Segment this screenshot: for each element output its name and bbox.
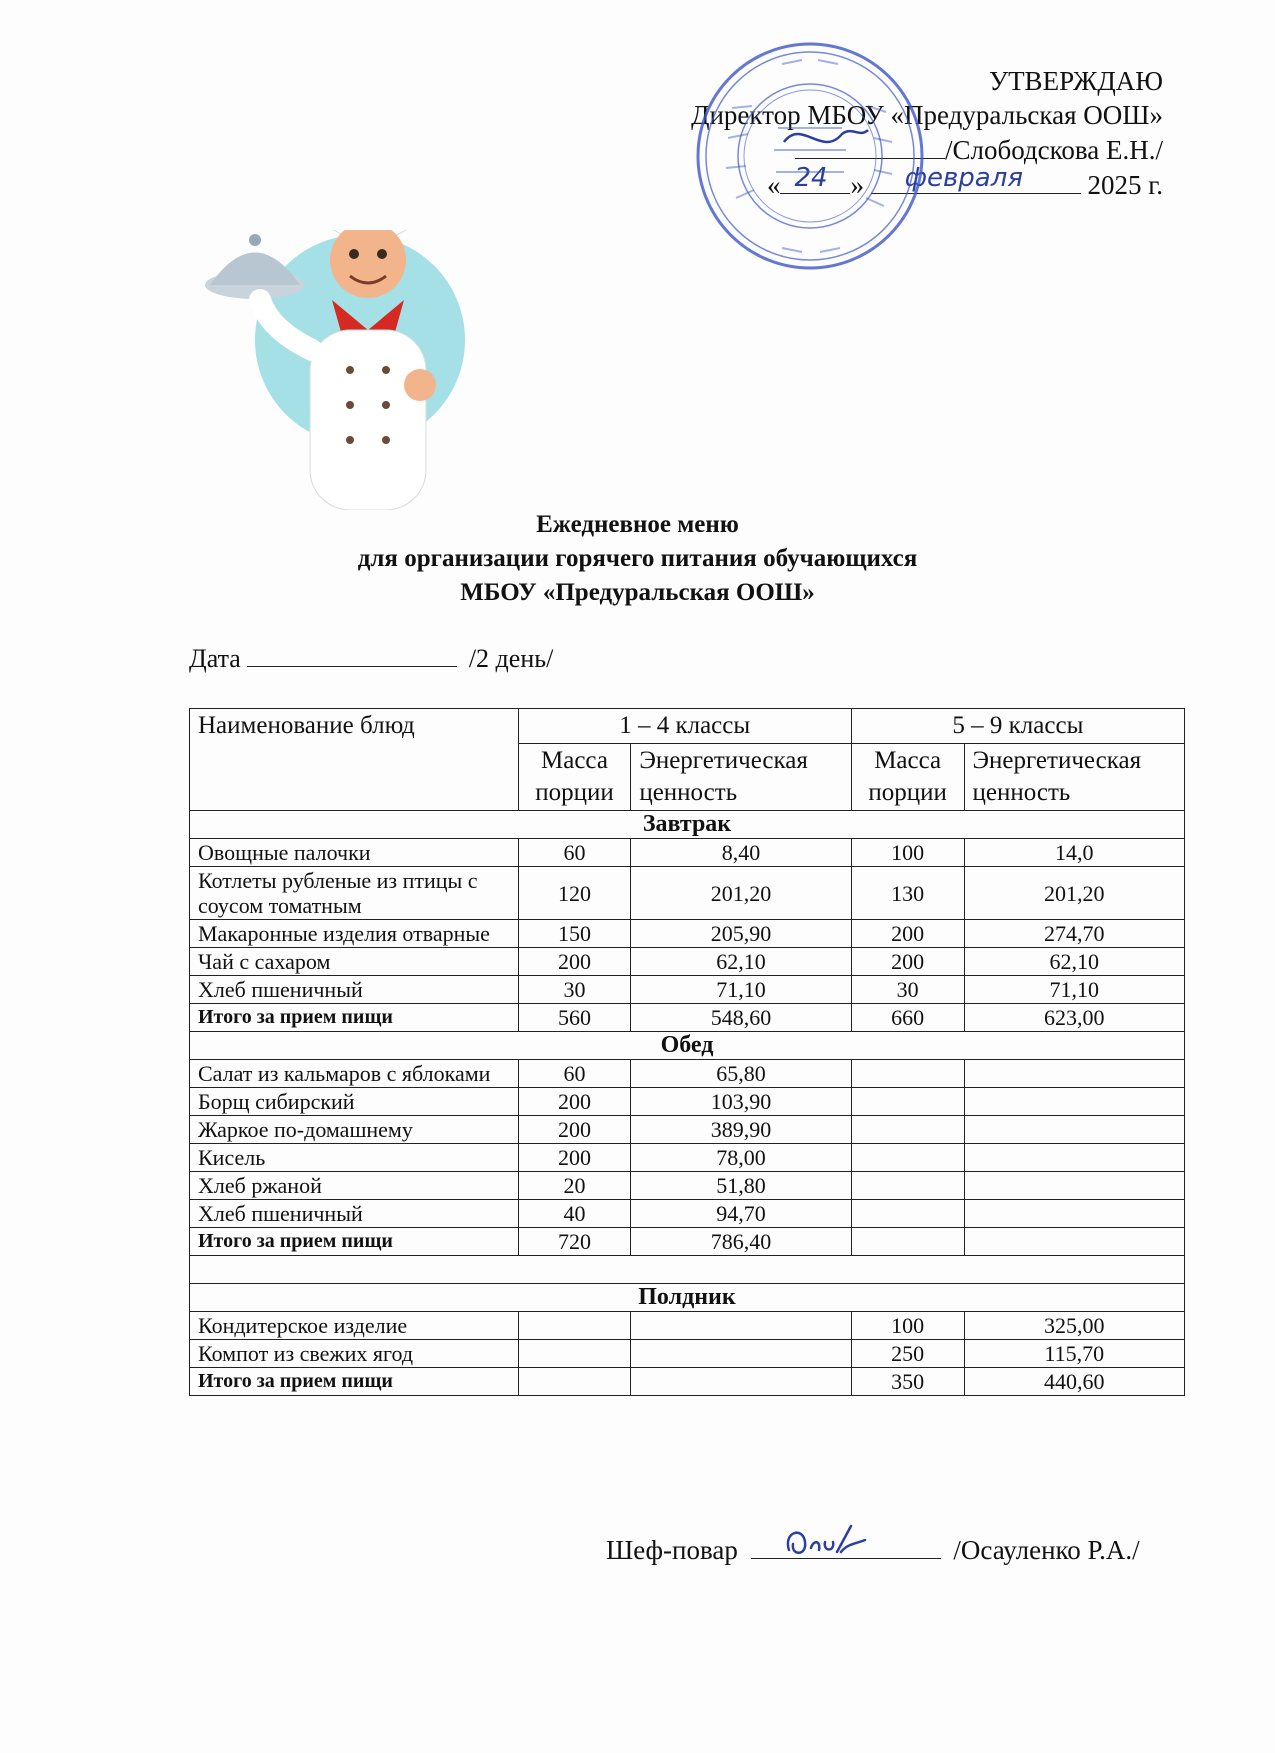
energy-1	[631, 1340, 851, 1368]
dish-name: Овощные палочки	[190, 839, 519, 867]
mass-header-1-line-2: порции	[535, 779, 614, 806]
table-row	[190, 1060, 1185, 1088]
chef-illustration	[200, 230, 500, 510]
total-energy-1	[631, 1368, 851, 1396]
mass-2: 130	[851, 867, 964, 920]
total-energy-2: 623,00	[964, 1004, 1184, 1032]
energy-header-1-line-1: Энергетическая	[639, 747, 808, 774]
table-row	[190, 1340, 1185, 1368]
energy-header-2-line-2: ценность	[972, 779, 1071, 806]
mass-1: 30	[518, 976, 631, 1004]
mass-1	[518, 1312, 631, 1340]
energy-1: 201,20	[631, 867, 851, 920]
section-row-breakfast	[190, 811, 1185, 839]
table-row	[190, 1116, 1185, 1144]
empty-row	[190, 1256, 1185, 1284]
energy-header-2	[964, 744, 1184, 811]
energy-2	[964, 1200, 1184, 1228]
table-row	[190, 1312, 1185, 1340]
energy-2	[964, 1116, 1184, 1144]
group-2-header: 5 – 9 классы	[851, 709, 1184, 744]
title-line-1: Ежедневное меню	[536, 511, 739, 538]
mass-2: 100	[851, 839, 964, 867]
mass-2	[851, 1144, 964, 1172]
total-energy-1: 786,40	[631, 1228, 851, 1256]
table-row	[190, 867, 1185, 920]
mass-1: 60	[518, 839, 631, 867]
date-close-quote: »	[850, 170, 864, 200]
energy-1: 65,80	[631, 1060, 851, 1088]
table-row	[190, 839, 1185, 867]
date-blank	[247, 644, 457, 667]
table-row	[190, 976, 1185, 1004]
section-row-snack	[190, 1284, 1185, 1312]
approval-name: /Слободскова Е.Н./	[944, 135, 1163, 165]
dish-name: Хлеб пшеничный	[190, 1200, 519, 1228]
mass-header-2-line-2: порции	[868, 779, 947, 806]
energy-1	[631, 1312, 851, 1340]
mass-header-1	[518, 744, 631, 811]
signature-role: Шеф-повар	[606, 1535, 738, 1565]
energy-2: 115,70	[964, 1340, 1184, 1368]
mass-header-2	[851, 744, 964, 811]
energy-2: 201,20	[964, 867, 1184, 920]
dish-name: Компот из свежих ягод	[190, 1340, 519, 1368]
mass-2: 100	[851, 1312, 964, 1340]
energy-1: 94,70	[631, 1200, 851, 1228]
title-line-2: для организации горячего питания обучающихся	[357, 545, 918, 572]
energy-2	[964, 1060, 1184, 1088]
section-label-lunch: Обед	[190, 1032, 1185, 1060]
date-line	[189, 644, 553, 674]
title-line-3: МБОУ «Предуральская ООШ»	[460, 579, 815, 606]
mass-1: 150	[518, 920, 631, 948]
energy-2	[964, 1144, 1184, 1172]
total-mass-1: 720	[518, 1228, 631, 1256]
table-header-row	[190, 709, 1185, 744]
energy-2	[964, 1172, 1184, 1200]
total-mass-1: 560	[518, 1004, 631, 1032]
date-day-handwritten: 24	[794, 163, 828, 193]
table-row	[190, 1200, 1185, 1228]
energy-1: 205,90	[631, 920, 851, 948]
section-label-snack: Полдник	[190, 1284, 1185, 1312]
mass-header-2-line-1: Масса	[874, 747, 942, 774]
table-row	[190, 1172, 1185, 1200]
day-label: /2 день/	[468, 644, 554, 673]
total-mass-2: 660	[851, 1004, 964, 1032]
total-label: Итого за прием пищи	[190, 1368, 519, 1396]
total-row-breakfast	[190, 1004, 1185, 1032]
table-row	[190, 920, 1185, 948]
total-energy-1: 548,60	[631, 1004, 851, 1032]
dish-name: Макаронные изделия отварные	[190, 920, 519, 948]
dish-name: Котлеты рубленые из птицы с соусом томатным	[190, 867, 519, 920]
energy-1: 71,10	[631, 976, 851, 1004]
chef-signature-line	[606, 1534, 1140, 1566]
mass-2	[851, 1060, 964, 1088]
energy-1: 78,00	[631, 1144, 851, 1172]
dish-name: Хлеб ржаной	[190, 1172, 519, 1200]
energy-2: 325,00	[964, 1312, 1184, 1340]
table-row	[190, 1144, 1185, 1172]
total-label: Итого за прием пищи	[190, 1004, 519, 1032]
signature-blank	[751, 1534, 941, 1559]
mass-2	[851, 1200, 964, 1228]
official-stamp	[692, 38, 928, 274]
energy-2: 71,10	[964, 976, 1184, 1004]
mass-1	[518, 1340, 631, 1368]
total-mass-1	[518, 1368, 631, 1396]
dish-name: Чай с сахаром	[190, 948, 519, 976]
total-energy-2: 440,60	[964, 1368, 1184, 1396]
energy-1: 8,40	[631, 839, 851, 867]
mass-2	[851, 1088, 964, 1116]
mass-1: 200	[518, 1144, 631, 1172]
approval-title: УТВЕРЖДАЮ	[988, 66, 1163, 96]
mass-2: 200	[851, 920, 964, 948]
energy-2: 14,0	[964, 839, 1184, 867]
date-year: 2025 г.	[1087, 170, 1163, 200]
energy-1: 103,90	[631, 1088, 851, 1116]
empty-cell	[190, 1256, 1185, 1284]
total-mass-2	[851, 1228, 964, 1256]
dish-name: Салат из кальмаров с яблоками	[190, 1060, 519, 1088]
approval-position: Директор МБОУ «Предуральская ООШ»	[691, 100, 1163, 130]
mass-header-1-line-1: Масса	[541, 747, 608, 774]
energy-header-1-line-2: ценность	[639, 779, 738, 806]
mass-1: 200	[518, 1088, 631, 1116]
mass-2: 200	[851, 948, 964, 976]
energy-2: 274,70	[964, 920, 1184, 948]
mass-1: 120	[518, 867, 631, 920]
dish-name: Хлеб пшеничный	[190, 976, 519, 1004]
section-label-breakfast: Завтрак	[190, 811, 1185, 839]
mass-1: 20	[518, 1172, 631, 1200]
dish-name: Жаркое по-домашнему	[190, 1116, 519, 1144]
dish-name: Кисель	[190, 1144, 519, 1172]
col-name-header: Наименование блюд	[190, 709, 519, 811]
total-mass-2: 350	[851, 1368, 964, 1396]
energy-2	[964, 1088, 1184, 1116]
table-row	[190, 948, 1185, 976]
energy-2: 62,10	[964, 948, 1184, 976]
date-open-quote: «	[766, 170, 781, 200]
energy-header-1	[631, 744, 851, 811]
group-1-header: 1 – 4 классы	[518, 709, 851, 744]
date-label: Дата	[189, 644, 241, 673]
mass-1: 200	[518, 948, 631, 976]
energy-1: 51,80	[631, 1172, 851, 1200]
section-row-lunch	[190, 1032, 1185, 1060]
document-title	[0, 508, 1275, 610]
mass-1: 40	[518, 1200, 631, 1228]
mass-2	[851, 1172, 964, 1200]
mass-1: 200	[518, 1116, 631, 1144]
total-label: Итого за прием пищи	[190, 1228, 519, 1256]
table-row	[190, 1088, 1185, 1116]
mass-2: 30	[851, 976, 964, 1004]
menu-table	[189, 708, 1185, 1396]
signature-name: /Осауленко Р.А./	[953, 1535, 1140, 1565]
date-month-handwritten: февраля	[904, 163, 1023, 193]
mass-2	[851, 1116, 964, 1144]
total-row-snack	[190, 1368, 1185, 1396]
energy-1: 389,90	[631, 1116, 851, 1144]
total-energy-2	[964, 1228, 1184, 1256]
mass-2: 250	[851, 1340, 964, 1368]
energy-1: 62,10	[631, 948, 851, 976]
mass-1: 60	[518, 1060, 631, 1088]
total-row-lunch	[190, 1228, 1185, 1256]
handwritten-signature	[781, 1522, 871, 1562]
energy-header-2-line-1: Энергетическая	[972, 747, 1142, 774]
dish-name: Кондитерское изделие	[190, 1312, 519, 1340]
dish-name: Борщ сибирский	[190, 1088, 519, 1116]
